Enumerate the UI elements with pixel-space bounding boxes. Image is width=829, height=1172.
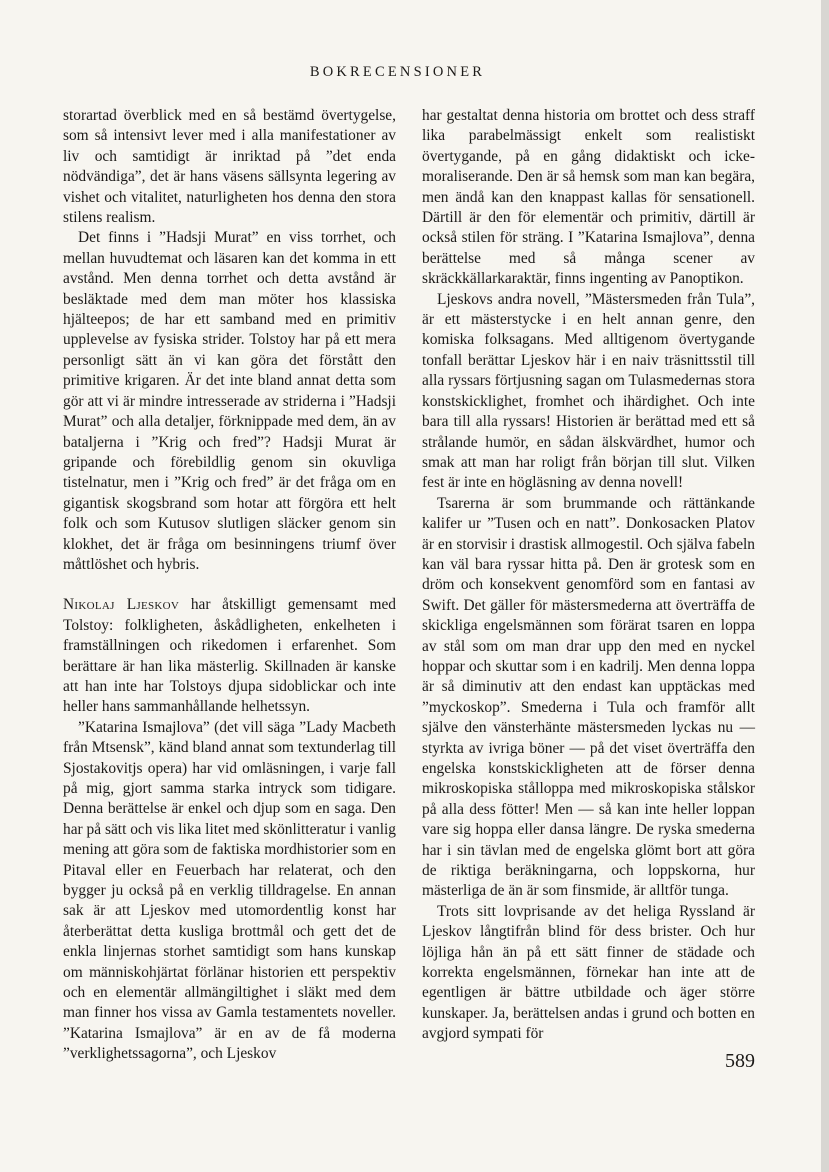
- right-paragraph-3: Tsarerna är som brummande och rättänkande kalifer ur ”Tusen och en natt”. Donkosacken Platov är en storvisir i drastisk allmogestil. Och själva fabeln kan väl bara ryssar hitta på. Den är grotesk som en dröm och konsekvent genomförd som en fantasi av Swift. Det gäller för mästersmederna att överträffa de skickliga engelsmännen som förärat tsaren en loppa av stål som om man drar upp den med en nyckel hoppar och skuttar som i en kadrilj. Men denna loppa är så diminutiv att den endast kan upptäckas med ”myckoskop”. Smederna i Tula och framför allt själve den vänsterhänte mästersmeden lyckas nu — styrkta av ivriga böner — på det viset överträffa den engelska konstskickligheten att de förser denna mikroskopiska stålloppa med mikroskopiska stålskor på alla dess fötter! Men — så kan inte heller loppan vare sig hoppa eller dansa längre. De ryska smederna har i sin tävlan med de engelska glömt bort att göra de riktiga beräkningarna, och loppskorna, hur mästerliga de än är som finsmide, är alltför tunga.: [422, 494, 755, 900]
- right-paragraph-2: Ljeskovs andra novell, ”Mästersmeden från Tula”, är ett mästerstycke i en helt annan genre, den komiska folksagans. Med alltigenom övertygande tonfall berättar Ljeskov här i en naiv träsnittsstil till alla ryssars förtjusning sagan om Tulasmedernas stora konstskicklighet, fromhet och ihärdighet. Och inte bara till alla ryssars! Historien är berättad med ett så strålande humör, en sådan älskvärdhet, humor och smak att man har roligt från början till slut. Vilken fest är inte en högläsning av denna novell!: [422, 290, 755, 492]
- right-paragraph-1: har gestaltat denna historia om brottet och dess straff lika parabelmässigt enkelt som realistiskt övertygande, på en gång didaktiskt och ickemoraliserande. Den är så hemsk som man kan begära, men ändå kan den knappast kallas för sensationell. Därtill är den för elementär och primitiv, därtill är också stilen för sträng. I ”Katarina Ismajlova”, denna berättelse med så många scener av skräckkällarkaraktär, finns ingenting av Panoptikon.: [422, 107, 755, 288]
- left-paragraph-1: storartad överblick med en så bestämd övertygelse, som så intensivt lever med i alla manifestationer av liv och samtidigt är inriktad på ”det enda nödvändiga”, det är hans väsens sällsynta legering av vishet och vitalitet, naturligheten hos denna den stora stilens realism.: [63, 107, 396, 227]
- right-paragraph-4: Trots sitt lovprisande av det heliga Ryssland är Ljeskov långtifrån blind för dess brister. Och hur löjliga hån än på ett sätt finner de städade och korrekta engelsmännen, förnekar han inte att de egentligen är bättre utbildade och äger större kunskaper. Ja, berättelsen andas i grund och botten en avgjord sympati för: [422, 902, 755, 1043]
- running-head: BOKRECENSIONER: [309, 64, 486, 80]
- left-column: [63, 106, 396, 1065]
- author-name: Nikolaj Ljeskov: [63, 596, 180, 614]
- right-column: [422, 106, 755, 1045]
- left-paragraph-2: Det finns i ”Hadsji Murat” en viss torrhet, och mellan huvudtemat och läsaren kan det komma in ett avstånd. Men denna torrhet och detta avstånd är besläktade med dem man möter hos klassiska hjälteepos; de har ett samband med en primitiv upplevelse av fysiska strider. Tolstoy har på ett mera personligt sätt än vi kan göra det förstått den primitive krigaren. Är det inte bland annat detta som gör att vi är mindre intresserade av striderna i ”Hadsji Murat” och alla detaljer, förknippade med dem, än av bataljerna i ”Krig och fred”? Hadsji Murat är gripande och förebildlig genom sin okuvliga tistelnatur, men i ”Krig och fred” är det fråga om en gigantisk skogsbrand som hotar att förgöra ett helt folk och som Kutusov slutligen släcker genom sin klokhet, det är fråga om besinningens triumf över måttlöshet och hybris.: [63, 229, 396, 573]
- left-paragraph-4: ”Katarina Ismajlova” (det vill säga ”Lady Macbeth från Mtsensk”, känd bland annat som textunderlag till Sjostakovitjs opera) har vid omläsningen, i varje fall på mig, gjort samma starka intryck som tidigare. Denna berättelse är enkel och djup som en saga. Den har på sätt och vis lika litet med skönlitteratur i vanlig mening att göra som de faktiska mordhistorier som en Pitaval eller en Feuerbach har relaterat, och den bygger ju också på en verklig tilldragelse. En annan sak är att Ljeskov med utomordentlig konst har återberättat detta kusliga brottmål och gett det de enkla linjernas storhet samtidigt som hans kunskap om människohjärtat förlänar historien ett perspektiv och en elementär allmängiltighet i släkt med dem man finner hos vissa av Gamla testamentets noveller. ”Katarina Ismajlova” är en av de få moderna ”verklighetssagorna”, och Ljeskov: [63, 718, 396, 1063]
- left-paragraph-3: [63, 595, 396, 717]
- page-number: 589: [725, 1050, 755, 1072]
- left-paragraph-3-text: har åtskilligt gemensamt med Tolstoy: folkligheten, åskådligheten, enkelheten i framställningen och rikedomen i erfarenhet. Som berättare är han lika mästerlig. Skillnaden är kanske att han inte har Tolstoys djupa sidoblickar och inte heller hans sammanhållande helhetssyn.: [63, 596, 397, 716]
